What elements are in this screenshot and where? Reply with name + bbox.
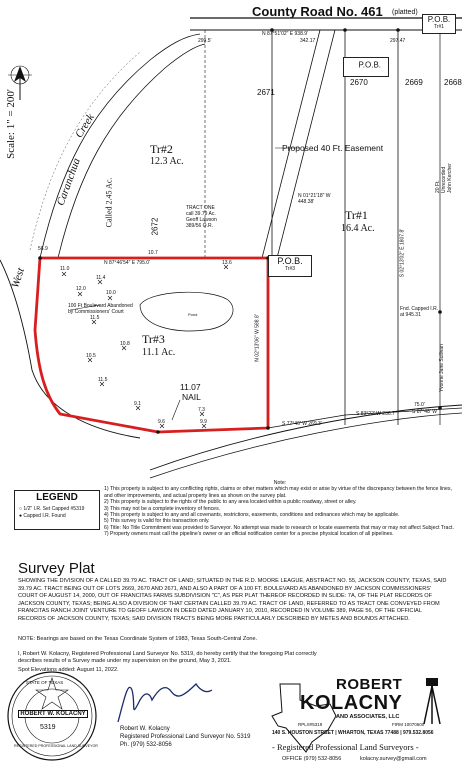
road-title: County Road No. 461 [252, 4, 383, 19]
note-item: 3) This may not be a complete inventory of fences. [104, 505, 221, 512]
fnd-capped-label: Fnd. Capped I.R. at 945.31 [400, 306, 439, 318]
legend-box [14, 490, 100, 530]
plat-description: SHOWING THE DIVISION OF A CALLED 39.79 AC. TRACT OF LAND; SITUATED IN THE R.D. MOORE LEAGUE, ABSTRACT NO. 55, JACKSON COUNTY, TEXAS, SAID 39.79 AC. TRACT BEING OUT OF LOTS 2669, 2670 AND 2671, AND ALSO A PART OF A 100 FT. BOULEVARD AS ABANDONED BY JACKSON COMMISSIONERS' COURT OF AUGUST 14, 2000, OUT OF FRANCITAS FARMS SUBDIVISION "C", AS PER PLAT THEREOF RECORDED IN SLIDE: 7A, OF THE PLAT RECORDS OF JACKSON COUNTY, TEXAS; BEING ALSO A DIVISION OF THAT CERTAIN CALLED 39.79 AC. TRACT OF LAND, REFERRED TO AS TRACT ONE CONVEYED FROM FRANCITAS RANCH JOINT VENTURE TO GEOFF LAWSON IN DEED DATED JANUARY 10, 2010, RECORDED IN VOLUME 389, PAGE 56, OF THE OFFICIAL RECORDS OF JACKSON COUNTY, TEXAS; SAID DIVISION TRACTS BEING MORE PARTICULARLY DESCRIBED BY METES AND BOUNDS ATTACHED. [18, 578, 447, 622]
nail-label: NAIL [182, 392, 201, 402]
lot-2668: 2668 [444, 78, 462, 87]
seal-bottom-text: REGISTERED PROFESSIONAL LAND SURVEYOR [14, 744, 98, 748]
lot-2672: 2672 [150, 217, 160, 236]
spot-elev: 11.0 [60, 266, 70, 272]
lot-2670: 2670 [350, 78, 368, 87]
certification: I, Robert W. Kolacny, Registered Professional Land Surveyor No. 5319, do hereby certify that the foregoing Plat correctly describes results of a Survey made under my supervision on the ground, May 3, 2021. [18, 651, 317, 665]
seal-name: ROBERT W. KOLACNY [18, 710, 88, 718]
spot-elev: 13.6 [222, 260, 232, 266]
company-firm: FIRM 10070600 [392, 722, 425, 727]
company-address: 140 S. HOUSTON STREET | WHARTON, TEXAS 77488 | 979.532.8056 [272, 730, 434, 736]
bearing-tr3-top: N 87°46'54" E 795.0' [104, 260, 150, 266]
nail-value: 11.07 [180, 382, 201, 392]
bearing-top: N 87°51'02" E 938.9' [262, 31, 308, 37]
creek-label: Creek [72, 111, 97, 141]
notes-heading: Note: [273, 480, 287, 486]
bearing-east: S 02°13'02" E 1807.8' [399, 228, 406, 278]
pob-tr3-label: P.O.B. [277, 256, 303, 266]
spot-elev: 11.4 [96, 275, 106, 281]
tr3-acres: 11.1 Ac. [142, 347, 176, 358]
tripod-icon [424, 678, 440, 724]
pob-tr3-sub: Tr#3 [284, 266, 296, 272]
road-platted: (platted) [392, 9, 418, 16]
circle-open-icon: ○ [19, 506, 23, 512]
neighbor-1-label: 20 Ft. Unrecorded John Kercher [435, 163, 453, 193]
legend-item-found: ● Capped I.R. Found [19, 513, 66, 519]
signature-title: Registered Professional Land Surveyor No. 5319 [120, 734, 251, 740]
pob-tr3-box [268, 255, 312, 277]
company-rpls: RPLS#5319 [298, 722, 323, 727]
bearings-note: NOTE: Bearings are based on the Texas Coordinate System of 1983, Texas South-Central Zone. [18, 636, 258, 642]
signature-phone: Ph. (979) 532-8056 [120, 742, 172, 748]
pob-tr1-label: P.O.B. [427, 15, 451, 24]
tr2-acres: 12.3 Ac. [150, 156, 184, 167]
dist-3421: 342.17 [300, 38, 316, 44]
dist-750: 75.0' [414, 402, 425, 408]
caranchua-label: Caranchua [54, 156, 83, 208]
company-name-1: ROBERT [336, 676, 403, 693]
spot-elev-date: Spot Elevations added: August 11, 2022. [18, 667, 119, 673]
note-item: 2) This property is subject to the rights of the public to any area located within a public roadway, street or alley. [104, 499, 357, 506]
bearing-bottom-1: S 77°46' W 269.3' [282, 421, 322, 427]
bearing-tr1-west: N 01°21'18" W 448.38' [298, 193, 331, 205]
bearing-bottom-2: S 83°22' W 236.7' [356, 411, 396, 417]
tr1-acres: 16.4 Ac. [341, 223, 375, 234]
note-item: 7) Property owners must call the pipeline's owner or an official notification center for a precise physical location of all pipelines. [104, 531, 394, 538]
notes-section [104, 480, 456, 538]
dist-2974: 297.47 [390, 38, 406, 44]
pob-tr1-box [422, 14, 456, 34]
signature-name: Robert W. Kolacny [120, 726, 170, 732]
bearing-bottom-3: S 87°48' W [412, 409, 437, 415]
spot-elev: 11.5 [98, 377, 108, 383]
plat-title: Survey Plat [18, 560, 95, 577]
spot-elev: 11.5 [90, 315, 100, 321]
company-office-phone: OFFICE (979) 532-8056 [282, 756, 342, 762]
note-item: 1) This property is subject to any conflicting rights, claims or other matters which may exist or arise by virtue of the discrepancy between the fence lines, and other improvements, and actual property lines as shown on the survey plat. [104, 486, 452, 499]
neighbor-2-label: Yvonne Jane Sullivan [438, 344, 445, 392]
spot-elev: 10.5 [86, 353, 96, 359]
spot-elev: 9.6 [158, 419, 165, 425]
legend-title: LEGEND [36, 492, 78, 503]
circle-filled-icon: ● [19, 513, 23, 519]
note-item: 6) Title: No Title Commitment was provided to Surveyor. No attempt was made to research or locate easements that may or may not affect Subject Tract. [104, 524, 454, 531]
spot-elev: 7.3 [198, 407, 205, 413]
spot-elev: 9.1 [134, 401, 141, 407]
note-item: 4) This property is subject to any and all covenants, restrictions, easements, conditions and ordinances which may be applicable. [104, 512, 400, 519]
seal-number: 5319 [40, 724, 56, 731]
easement-label: Proposed 40 Ft. Easement [282, 143, 384, 153]
spot-elev: 12.0 [76, 286, 86, 292]
spot-elev: 10.8 [120, 341, 130, 347]
company-assoc: AND ASSOCIATES, LLC [336, 714, 400, 720]
legend-item-set: ○ 1/2" I.R. Set Capped #5319 [19, 506, 85, 512]
dist-107: 10.7 [148, 250, 158, 256]
called-245-label: Called 2.45 Ac. [104, 177, 114, 228]
company-tagline: - Registered Professional Land Surveyors - [272, 742, 419, 752]
west-label: West [9, 266, 28, 290]
pob-tr2-label: P.O.B. [358, 60, 382, 70]
dist-569: 56.9 [38, 246, 48, 252]
tr2-name: Tr#2 [150, 142, 173, 156]
pob-tr2-box [343, 57, 389, 77]
note-item: 5) This survey is valid for this transaction only. [104, 518, 210, 525]
bearing-tr3-east: N 02°13'06" W 588.8' [254, 314, 261, 362]
spot-elev: 10.0 [106, 290, 116, 296]
lot-2671: 2671 [257, 88, 275, 97]
boulevard-label: 100 Ft Boulevard Abandoned by Commissioners' Court [68, 303, 133, 315]
tr3-name: Tr#3 [142, 332, 165, 346]
spot-elev: 9.9 [200, 419, 207, 425]
scale-label: Scale: 1" = 200' [4, 89, 17, 159]
seal-top-text: STATE OF TEXAS [26, 680, 64, 685]
company-name-2: KOLACNY [300, 692, 403, 714]
lot-2669: 2669 [405, 78, 423, 87]
pond-label: Pond [188, 312, 198, 317]
dist-2995: 299.5' [198, 38, 212, 44]
tract-one-label: TRACT ONE call 39.79 Ac. Geoff Lawson 389/56 O.R. [186, 205, 217, 229]
company-email: kolacny.survey@gmail.com [360, 756, 427, 762]
tr1-name: Tr#1 [345, 208, 368, 222]
pob-tr1-sub: Tr#1 [433, 24, 445, 30]
